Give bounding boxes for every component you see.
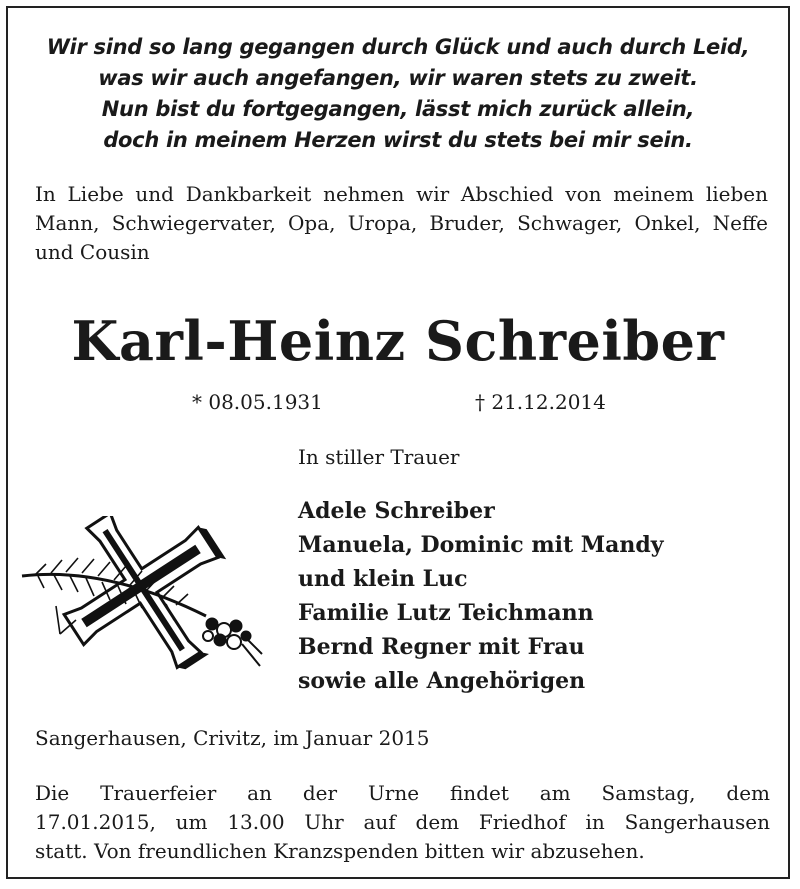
cross-with-palm-frond-icon bbox=[16, 516, 266, 676]
death-date: † 21.12.2014 bbox=[475, 390, 606, 414]
mourning-label: In stiller Trauer bbox=[298, 445, 460, 469]
funeral-line: statt. Von freundlichen Kranzspenden bitten wir abzusehen. bbox=[35, 839, 645, 863]
memorial-poem bbox=[8, 32, 788, 156]
mourner-item: Bernd Regner mit Frau bbox=[298, 634, 585, 660]
mourner-item: sowie alle Angehörigen bbox=[298, 668, 586, 694]
mourners-list bbox=[298, 494, 664, 698]
funeral-line: Die Trauerfeier an der Urne findet am Samstag, dem bbox=[35, 781, 770, 805]
poem-line: was wir auch angefangen, wir waren stets zu zweit. bbox=[98, 66, 698, 90]
funeral-line: 17.01.2015, um 13.00 Uhr auf dem Friedhof in Sangerhausen bbox=[35, 810, 770, 834]
poem-line: Nun bist du fortgegangen, lässt mich zurück allein, bbox=[101, 97, 695, 121]
poem-line: Wir sind so lang gegangen durch Glück und auch durch Leid, bbox=[46, 35, 750, 59]
mourner-item: Familie Lutz Teichmann bbox=[298, 600, 594, 626]
deceased-name: Karl-Heinz Schreiber bbox=[71, 309, 725, 373]
intro-text: In Liebe und Dankbarkeit nehmen wir Abschied von meinem lieben Mann, Schwiegervater, Opa, Uropa, Bruder, Schwager, Onkel, Neffe und Cousin bbox=[35, 182, 768, 264]
poem-line: doch in meinem Herzen wirst du stets bei mir sein. bbox=[103, 128, 693, 152]
birth-date: * 08.05.1931 bbox=[192, 390, 323, 414]
mourner-item: Adele Schreiber bbox=[298, 498, 495, 524]
mourner-item: und klein Luc bbox=[298, 566, 468, 592]
obituary-notice bbox=[6, 6, 790, 879]
funeral-info bbox=[35, 779, 770, 866]
mourner-item: Manuela, Dominic mit Mandy bbox=[298, 532, 664, 558]
place-and-date: Sangerhausen, Crivitz, im Januar 2015 bbox=[35, 726, 430, 750]
